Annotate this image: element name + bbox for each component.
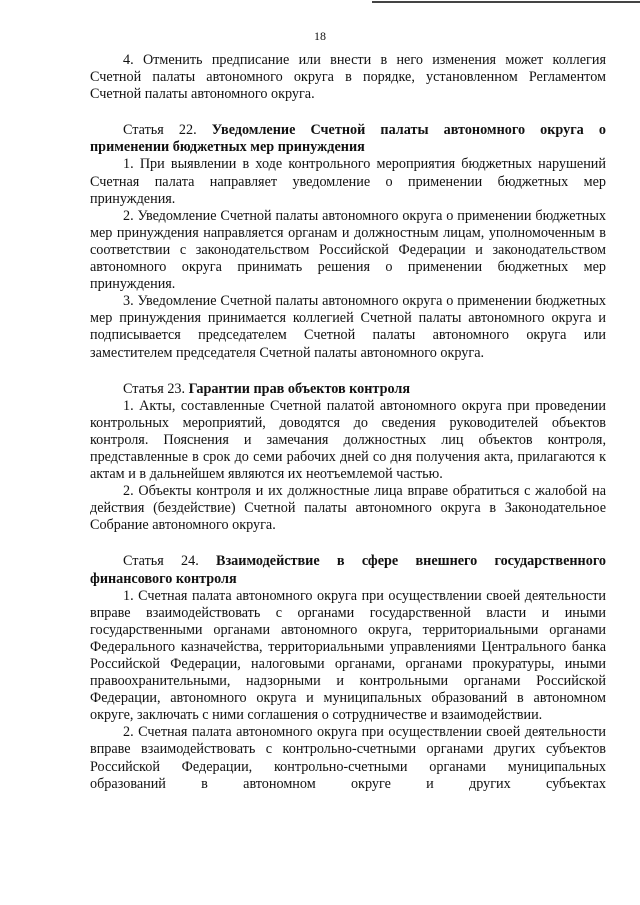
page-number: 18 [314,29,326,43]
top-edge-line [372,1,640,3]
paragraph-art22-1: 1. При выявлении в ходе контрольного мероприятия бюджетных нарушений Счетная палата направляет уведомление о применении бюджетных мер принуждения. [90,156,606,207]
spacer [90,362,606,381]
article-23-heading [90,381,606,398]
article-22-title: Уведомление Счетной палаты автономного округа о применении бюджетных мер принуждения [90,122,606,156]
paragraph-art24-1: 1. Счетная палата автономного округа при осуществлении своей деятельности вправе взаимодействовать с органами государственной власти и иными государственными органами автономного округа, территориальными органами Федерального казначейства, территориальными управлениями Центрального банка Российской Федерации, налоговыми органами, органами прокуратуры, иными правоохранительными, надзорными и контрольными органами Российской Федерации, автономного округа и муниципальных образований в автономном округе, заключать с ними соглашения о сотрудничестве и взаимодействии. [90,587,606,724]
paragraph-art22-2: 2. Уведомление Счетной палаты автономного округа о применении бюджетных мер принуждения направляется органам и должностным лицам, уполномоченным в соответствии с законодательством Российской Федерации и законодательством автономного округа принимать решения о применении бюджетных мер принуждения. [90,207,606,293]
article-23-label: Статья 23. [123,380,189,397]
article-22-label: Статья 22. [123,122,212,139]
paragraph-art22-3: 3. Уведомление Счетной палаты автономного округа о применении бюджетных мер принуждения принимается коллегией Счетной палаты автономного округа и подписывается председателем Счетной палаты автономного округа или заместителем председателя Счетной палаты автономного округа. [90,293,606,361]
article-23-title: Гарантии прав объектов контроля [188,380,411,397]
spacer [90,534,606,553]
paragraph-art21-4: 4. Отменить предписание или внести в него изменения может коллегия Счетной палаты автономного округа в порядке, установленном Регламентом Счетной палаты автономного округа. [90,52,606,103]
article-24-heading [90,553,606,587]
article-24-title: Взаимодействие в сфере внешнего государственного финансового контроля [90,553,606,587]
paragraph-art23-2: 2. Объекты контроля и их должностные лица вправе обратиться с жалобой на действия (бездействие) Счетной палаты автономного округа в Законодательное Собрание автономного округа. [90,483,606,534]
paragraph-art23-1: 1. Акты, составленные Счетной палатой автономного округа при проведении контрольных мероприятий, доводятся до сведения руководителей объектов контроля. Пояснения и замечания должностных лиц объектов контроля, представленные в срок до семи рабочих дней со дня получения акта, прилагаются к актам и в дальнейшем являются их неотъемлемой частью. [90,397,606,483]
article-22-heading [90,122,606,156]
article-24-label: Статья 24. [123,553,217,570]
document-body [90,52,606,793]
paragraph-art24-2: 2. Счетная палата автономного округа при осуществлении своей деятельности вправе взаимодействовать с контрольно-счетными органами других субъектов Российской Федерации, контрольно-счетными органами муниципальных образований в автономном округе и других субъектах [90,724,606,792]
spacer [90,103,606,122]
